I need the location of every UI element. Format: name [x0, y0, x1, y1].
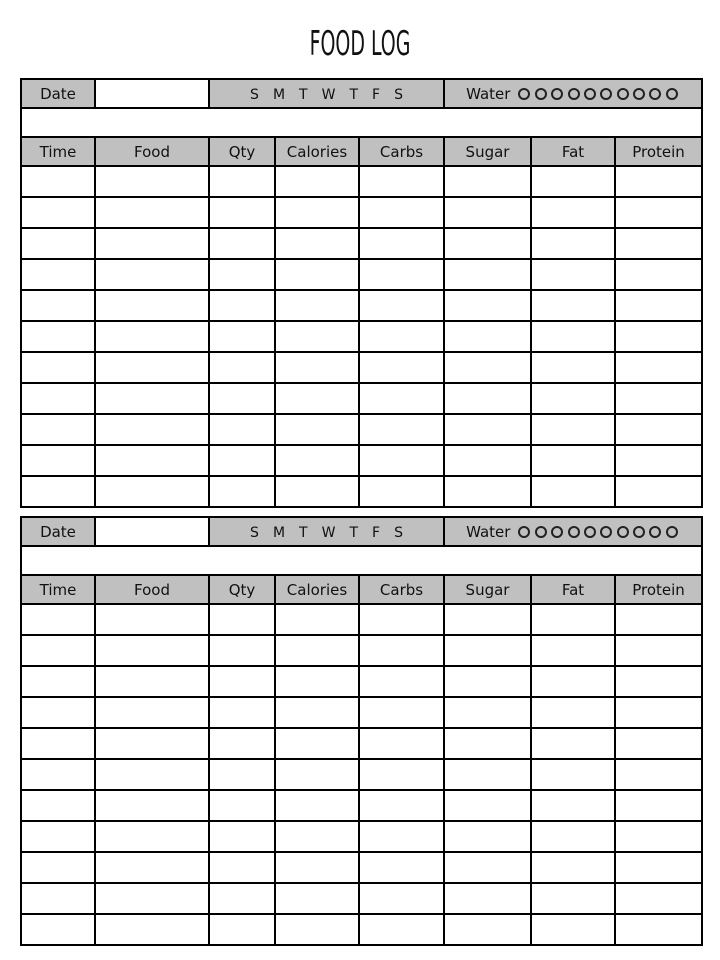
cell-calories[interactable]: [275, 914, 359, 945]
day-monday[interactable]: M: [272, 86, 286, 103]
weekday-selector: [209, 79, 444, 108]
cell-time[interactable]: [21, 414, 95, 445]
cell-calories[interactable]: [275, 383, 359, 414]
cell-food[interactable]: [95, 414, 209, 445]
cell-carbs[interactable]: [359, 604, 444, 635]
table-row: [21, 290, 702, 321]
cell-food[interactable]: [95, 790, 209, 821]
cell-food[interactable]: [95, 914, 209, 945]
cell-fat[interactable]: [531, 259, 615, 290]
cell-sugar[interactable]: [444, 604, 531, 635]
table-row: [21, 697, 702, 728]
column-header-sugar: Sugar: [444, 137, 531, 166]
cell-protein[interactable]: [615, 321, 702, 352]
cell-sugar[interactable]: [444, 790, 531, 821]
cell-calories[interactable]: [275, 821, 359, 852]
cell-carbs[interactable]: [359, 414, 444, 445]
cell-carbs[interactable]: [359, 383, 444, 414]
cell-qty[interactable]: [209, 759, 275, 790]
cell-protein[interactable]: [615, 259, 702, 290]
cell-food[interactable]: [95, 352, 209, 383]
day-wednesday[interactable]: W: [321, 86, 336, 103]
cell-calories[interactable]: [275, 635, 359, 666]
column-header-food: Food: [95, 137, 209, 166]
cell-protein[interactable]: [615, 883, 702, 914]
water-circle-icon[interactable]: [518, 88, 530, 100]
day-wednesday[interactable]: W: [321, 524, 336, 541]
water-circle-icon[interactable]: [600, 88, 612, 100]
cell-time[interactable]: [21, 604, 95, 635]
cell-fat[interactable]: [531, 352, 615, 383]
column-header-calories: Calories: [275, 575, 359, 604]
column-header-food: Food: [95, 575, 209, 604]
cell-time[interactable]: [21, 635, 95, 666]
cell-protein[interactable]: [615, 852, 702, 883]
cell-food[interactable]: [95, 228, 209, 259]
cell-fat[interactable]: [531, 852, 615, 883]
table-row: [21, 476, 702, 507]
column-header-row: [21, 137, 702, 166]
cell-carbs[interactable]: [359, 790, 444, 821]
cell-qty[interactable]: [209, 352, 275, 383]
water-tracker: [444, 79, 702, 108]
cell-qty[interactable]: [209, 445, 275, 476]
water-circle-icon[interactable]: [617, 88, 629, 100]
cell-time[interactable]: [21, 728, 95, 759]
cell-time[interactable]: [21, 759, 95, 790]
cell-fat[interactable]: [531, 759, 615, 790]
cell-time[interactable]: [21, 197, 95, 228]
cell-food[interactable]: [95, 883, 209, 914]
table-row: [21, 352, 702, 383]
cell-carbs[interactable]: [359, 883, 444, 914]
cell-fat[interactable]: [531, 883, 615, 914]
cell-sugar[interactable]: [444, 883, 531, 914]
table-row: [21, 228, 702, 259]
water-circle-icon[interactable]: [633, 526, 645, 538]
cell-sugar[interactable]: [444, 228, 531, 259]
cell-sugar[interactable]: [444, 666, 531, 697]
water-circle-icon[interactable]: [666, 88, 678, 100]
cell-food[interactable]: [95, 197, 209, 228]
day-saturday[interactable]: S: [394, 86, 403, 103]
cell-carbs[interactable]: [359, 728, 444, 759]
cell-qty[interactable]: [209, 604, 275, 635]
cell-carbs[interactable]: [359, 759, 444, 790]
cell-calories[interactable]: [275, 166, 359, 197]
water-tracker: [444, 517, 702, 546]
cell-time[interactable]: [21, 666, 95, 697]
cell-protein[interactable]: [615, 604, 702, 635]
day-friday[interactable]: F: [372, 524, 381, 541]
cell-calories[interactable]: [275, 414, 359, 445]
cell-carbs[interactable]: [359, 290, 444, 321]
cell-qty[interactable]: [209, 697, 275, 728]
cell-qty[interactable]: [209, 635, 275, 666]
cell-fat[interactable]: [531, 604, 615, 635]
column-header-sugar: Sugar: [444, 575, 531, 604]
cell-qty[interactable]: [209, 476, 275, 507]
water-circle-icon[interactable]: [568, 526, 580, 538]
table-row: [21, 635, 702, 666]
note-row: [21, 108, 702, 137]
cell-calories[interactable]: [275, 321, 359, 352]
day-tuesday[interactable]: T: [299, 524, 308, 541]
water-circles: [516, 84, 680, 102]
cell-protein[interactable]: [615, 821, 702, 852]
cell-food[interactable]: [95, 445, 209, 476]
cell-food[interactable]: [95, 383, 209, 414]
cell-protein[interactable]: [615, 445, 702, 476]
cell-calories[interactable]: [275, 290, 359, 321]
cell-carbs[interactable]: [359, 228, 444, 259]
cell-qty[interactable]: [209, 728, 275, 759]
cell-protein[interactable]: [615, 228, 702, 259]
table-row: [21, 728, 702, 759]
cell-fat[interactable]: [531, 728, 615, 759]
cell-fat[interactable]: [531, 383, 615, 414]
cell-protein[interactable]: [615, 697, 702, 728]
column-header-protein: Protein: [615, 575, 702, 604]
column-header-qty: Qty: [209, 137, 275, 166]
cell-time[interactable]: [21, 883, 95, 914]
table-row: [21, 197, 702, 228]
cell-fat[interactable]: [531, 290, 615, 321]
cell-calories[interactable]: [275, 228, 359, 259]
column-header-carbs: Carbs: [359, 137, 444, 166]
cell-sugar[interactable]: [444, 197, 531, 228]
cell-food[interactable]: [95, 635, 209, 666]
day-thursday[interactable]: T: [349, 86, 358, 103]
cell-qty[interactable]: [209, 414, 275, 445]
day-monday[interactable]: M: [272, 524, 286, 541]
cell-fat[interactable]: [531, 821, 615, 852]
table-row: [21, 383, 702, 414]
cell-carbs[interactable]: [359, 197, 444, 228]
cell-protein[interactable]: [615, 790, 702, 821]
cell-food[interactable]: [95, 666, 209, 697]
cell-time[interactable]: [21, 166, 95, 197]
cell-carbs[interactable]: [359, 166, 444, 197]
cell-time[interactable]: [21, 821, 95, 852]
cell-fat[interactable]: [531, 228, 615, 259]
cell-food[interactable]: [95, 290, 209, 321]
note-field[interactable]: [21, 546, 702, 575]
cell-food[interactable]: [95, 321, 209, 352]
cell-carbs[interactable]: [359, 852, 444, 883]
table-row: [21, 321, 702, 352]
water-circle-icon[interactable]: [617, 526, 629, 538]
cell-qty[interactable]: [209, 790, 275, 821]
cell-calories[interactable]: [275, 352, 359, 383]
cell-carbs[interactable]: [359, 914, 444, 945]
cell-food[interactable]: [95, 759, 209, 790]
cell-sugar[interactable]: [444, 259, 531, 290]
column-header-qty: Qty: [209, 575, 275, 604]
cell-food[interactable]: [95, 821, 209, 852]
column-header-carbs: Carbs: [359, 575, 444, 604]
cell-time[interactable]: [21, 790, 95, 821]
table-row: [21, 414, 702, 445]
column-header-time: Time: [21, 575, 95, 604]
cell-time[interactable]: [21, 352, 95, 383]
cell-sugar[interactable]: [444, 821, 531, 852]
table-row: [21, 759, 702, 790]
cell-fat[interactable]: [531, 445, 615, 476]
cell-qty[interactable]: [209, 228, 275, 259]
cell-food[interactable]: [95, 728, 209, 759]
date-row: [21, 517, 702, 546]
cell-fat[interactable]: [531, 197, 615, 228]
cell-time[interactable]: [21, 383, 95, 414]
cell-protein[interactable]: [615, 290, 702, 321]
water-circle-icon[interactable]: [551, 88, 563, 100]
cell-carbs[interactable]: [359, 445, 444, 476]
column-header-calories: Calories: [275, 137, 359, 166]
cell-fat[interactable]: [531, 635, 615, 666]
cell-calories[interactable]: [275, 728, 359, 759]
table-row: [21, 259, 702, 290]
cell-qty[interactable]: [209, 166, 275, 197]
water-circle-icon[interactable]: [568, 88, 580, 100]
date-label: Date: [21, 517, 95, 546]
cell-qty[interactable]: [209, 821, 275, 852]
food-log-table-2: [20, 516, 703, 946]
cell-protein[interactable]: [615, 383, 702, 414]
cell-fat[interactable]: [531, 697, 615, 728]
day-friday[interactable]: F: [372, 86, 381, 103]
cell-fat[interactable]: [531, 166, 615, 197]
cell-carbs[interactable]: [359, 352, 444, 383]
cell-sugar[interactable]: [444, 445, 531, 476]
cell-carbs[interactable]: [359, 259, 444, 290]
cell-fat[interactable]: [531, 414, 615, 445]
cell-food[interactable]: [95, 259, 209, 290]
water-circle-icon[interactable]: [666, 526, 678, 538]
table-row: [21, 883, 702, 914]
cell-sugar[interactable]: [444, 728, 531, 759]
cell-calories[interactable]: [275, 790, 359, 821]
cell-sugar[interactable]: [444, 476, 531, 507]
cell-sugar[interactable]: [444, 290, 531, 321]
column-header-protein: Protein: [615, 137, 702, 166]
day-thursday[interactable]: T: [349, 524, 358, 541]
water-circle-icon[interactable]: [649, 88, 661, 100]
cell-time[interactable]: [21, 852, 95, 883]
cell-sugar[interactable]: [444, 635, 531, 666]
food-log-table-1: [20, 78, 703, 508]
day-saturday[interactable]: S: [394, 524, 403, 541]
water-circle-icon[interactable]: [633, 88, 645, 100]
water-label: Water: [466, 84, 511, 103]
cell-time[interactable]: [21, 290, 95, 321]
cell-food[interactable]: [95, 852, 209, 883]
cell-time[interactable]: [21, 476, 95, 507]
cell-calories[interactable]: [275, 445, 359, 476]
cell-sugar[interactable]: [444, 852, 531, 883]
water-circle-icon[interactable]: [649, 526, 661, 538]
water-circles: [516, 522, 680, 540]
cell-calories[interactable]: [275, 852, 359, 883]
table-row: [21, 852, 702, 883]
cell-qty[interactable]: [209, 852, 275, 883]
day-tuesday[interactable]: T: [299, 86, 308, 103]
water-circle-icon[interactable]: [600, 526, 612, 538]
column-header-time: Time: [21, 137, 95, 166]
cell-time[interactable]: [21, 228, 95, 259]
cell-calories[interactable]: [275, 259, 359, 290]
water-circle-icon[interactable]: [584, 88, 596, 100]
cell-sugar[interactable]: [444, 759, 531, 790]
table-row: [21, 166, 702, 197]
cell-carbs[interactable]: [359, 697, 444, 728]
page-title: FOOD LOG: [309, 24, 411, 64]
cell-time[interactable]: [21, 259, 95, 290]
cell-qty[interactable]: [209, 666, 275, 697]
cell-qty[interactable]: [209, 290, 275, 321]
cell-carbs[interactable]: [359, 635, 444, 666]
cell-carbs[interactable]: [359, 666, 444, 697]
water-circle-icon[interactable]: [535, 526, 547, 538]
water-circle-icon[interactable]: [518, 526, 530, 538]
cell-time[interactable]: [21, 914, 95, 945]
cell-protein[interactable]: [615, 197, 702, 228]
cell-qty[interactable]: [209, 883, 275, 914]
cell-time[interactable]: [21, 445, 95, 476]
day-sunday[interactable]: S: [250, 524, 259, 541]
date-row: [21, 79, 702, 108]
table-row: [21, 821, 702, 852]
cell-calories[interactable]: [275, 883, 359, 914]
table-row: [21, 914, 702, 945]
cell-sugar[interactable]: [444, 383, 531, 414]
cell-carbs[interactable]: [359, 821, 444, 852]
cell-fat[interactable]: [531, 666, 615, 697]
cell-food[interactable]: [95, 476, 209, 507]
cell-calories[interactable]: [275, 476, 359, 507]
water-label: Water: [466, 522, 511, 541]
cell-protein[interactable]: [615, 166, 702, 197]
cell-protein[interactable]: [615, 666, 702, 697]
water-circle-icon[interactable]: [535, 88, 547, 100]
cell-carbs[interactable]: [359, 321, 444, 352]
cell-calories[interactable]: [275, 759, 359, 790]
water-circle-icon[interactable]: [551, 526, 563, 538]
cell-qty[interactable]: [209, 197, 275, 228]
column-header-fat: Fat: [531, 575, 615, 604]
date-field[interactable]: [95, 517, 209, 546]
cell-time[interactable]: [21, 321, 95, 352]
note-field[interactable]: [21, 108, 702, 137]
cell-sugar[interactable]: [444, 321, 531, 352]
cell-food[interactable]: [95, 697, 209, 728]
cell-fat[interactable]: [531, 476, 615, 507]
cell-protein[interactable]: [615, 414, 702, 445]
cell-food[interactable]: [95, 604, 209, 635]
cell-qty[interactable]: [209, 259, 275, 290]
table-row: [21, 790, 702, 821]
cell-sugar[interactable]: [444, 914, 531, 945]
cell-sugar[interactable]: [444, 166, 531, 197]
cell-protein[interactable]: [615, 914, 702, 945]
cell-qty[interactable]: [209, 321, 275, 352]
cell-fat[interactable]: [531, 914, 615, 945]
cell-calories[interactable]: [275, 197, 359, 228]
cell-fat[interactable]: [531, 321, 615, 352]
column-header-fat: Fat: [531, 137, 615, 166]
cell-protein[interactable]: [615, 476, 702, 507]
cell-time[interactable]: [21, 697, 95, 728]
cell-calories[interactable]: [275, 666, 359, 697]
cell-fat[interactable]: [531, 790, 615, 821]
table-row: [21, 604, 702, 635]
water-circle-icon[interactable]: [584, 526, 596, 538]
cell-protein[interactable]: [615, 352, 702, 383]
cell-food[interactable]: [95, 166, 209, 197]
date-label: Date: [21, 79, 95, 108]
cell-carbs[interactable]: [359, 476, 444, 507]
cell-sugar[interactable]: [444, 352, 531, 383]
cell-protein[interactable]: [615, 759, 702, 790]
date-field[interactable]: [95, 79, 209, 108]
note-row: [21, 546, 702, 575]
cell-calories[interactable]: [275, 604, 359, 635]
cell-qty[interactable]: [209, 914, 275, 945]
cell-protein[interactable]: [615, 635, 702, 666]
weekday-selector: [209, 517, 444, 546]
table-row: [21, 666, 702, 697]
cell-qty[interactable]: [209, 383, 275, 414]
table-row: [21, 445, 702, 476]
cell-protein[interactable]: [615, 728, 702, 759]
day-sunday[interactable]: S: [250, 86, 259, 103]
column-header-row: [21, 575, 702, 604]
cell-sugar[interactable]: [444, 697, 531, 728]
cell-calories[interactable]: [275, 697, 359, 728]
cell-sugar[interactable]: [444, 414, 531, 445]
